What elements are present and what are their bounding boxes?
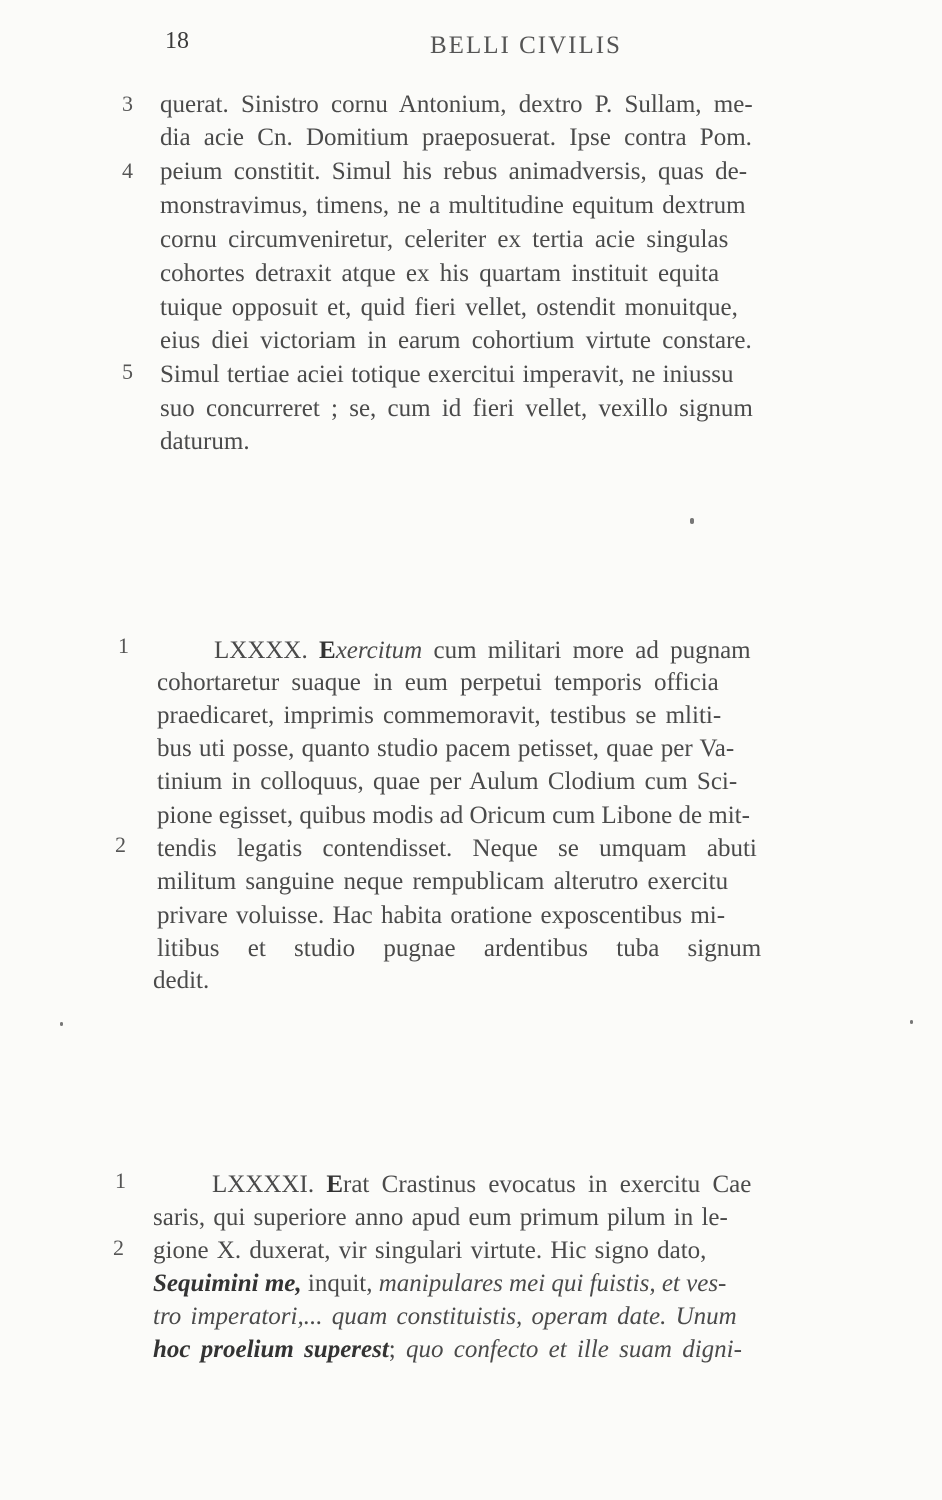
first-word: rat [343,1171,370,1198]
text-line: pione egisset, quibus modis ad Oricum cum Libone de mit- [157,802,750,829]
italic-phrase: manipulares mei qui fuistis, et ves- [378,1270,727,1297]
plain-phrase: ; [388,1336,406,1363]
italic-phrase: quo confecto et ille suam digni- [406,1336,742,1363]
page-number: 18 [165,28,189,54]
text-line [153,1334,742,1366]
text-line: suo concurreret ; se, cum id fieri vellet, vexillo signum [160,395,753,422]
ink-speck [690,518,694,524]
text-line: dedit. [153,967,210,994]
margin-number: 2 [115,832,126,857]
italic-phrase: Sequimini me, [153,1270,302,1297]
page-header [0,28,942,68]
text-line: bus uti posse, quanto studio pacem petisset, quae per Va- [157,735,735,762]
initial-letter: E [326,1171,344,1198]
running-title: BELLI CIVILIS [430,32,622,59]
text-line: Simul tertiae aciei totique exercitui imperavit, ne iniussu [160,361,734,388]
text-line [153,1268,726,1300]
ink-speck [60,1022,63,1026]
line-rest: cum militari more ad pugnam [422,637,751,664]
margin-number: 1 [118,633,129,658]
text-line: cohortes detraxit atque ex his quartam instituit equita [160,260,720,287]
text-line: monstravimus, timens, ne a multitudine equitum dextrum [160,192,746,219]
chapter-opening-line [214,635,751,667]
plain-phrase: inquit, [301,1270,379,1297]
initial-letter: E [319,637,336,664]
italic-phrase: hoc proelium superest [153,1336,389,1363]
margin-number: 2 [113,1235,124,1260]
margin-number: 5 [122,359,133,384]
text-line: gione X. duxerat, vir singulari virtute. Hic signo dato, [153,1237,707,1264]
text-line: tuique opposuit et, quid fieri vellet, ostendit monuitque, [160,294,738,321]
text-line: dia acie Cn. Domitium praeposuerat. Ipse contra Pom. [160,124,752,151]
first-word: xercitum [335,637,423,664]
chapter-opening-line [212,1169,751,1201]
text-line: querat. Sinistro cornu Antonium, dextro P. Sullam, me- [160,91,753,118]
margin-number: 4 [122,158,133,183]
text-line: praedicaret, imprimis commemoravit, testibus se mliti- [157,702,722,729]
margin-number: 1 [115,1168,126,1193]
ink-speck [910,1020,913,1024]
text-line: daturum. [160,428,250,455]
text-line: litibus et studio pugnae ardentibus tuba signum [157,935,762,962]
text-line: peium constitit. Simul his rebus animadversis, quas de- [160,158,748,185]
text-line: militum sanguine neque rempublicam alterutro exercitu [157,868,729,895]
text-line: saris, qui superiore anno apud eum primum pilum in le- [153,1204,728,1231]
chapter-number: LXXXX. [214,637,308,664]
text-line: privare voluisse. Hac habita oratione exposcentibus mi- [157,902,726,929]
line-rest: Crastinus evocatus in exercitu Cae [369,1171,752,1198]
text-line: cohortaretur suaque in eum perpetui temporis officia [157,669,719,696]
text-line: tendis legatis contendisset. Neque se umquam abuti [157,835,757,862]
text-line: eius diei victoriam in earum cohortium virtute constare. [160,327,752,354]
text-line: tro imperatori,... quam constituistis, operam date. Unum [153,1303,737,1330]
chapter-number: LXXXXI. [212,1171,315,1198]
text-line: cornu circumveniretur, celeriter ex tertia acie singulas [160,226,729,253]
margin-number: 3 [122,91,133,116]
text-line: tinium in colloquus, quae per Aulum Clodium cum Sci- [157,768,738,795]
